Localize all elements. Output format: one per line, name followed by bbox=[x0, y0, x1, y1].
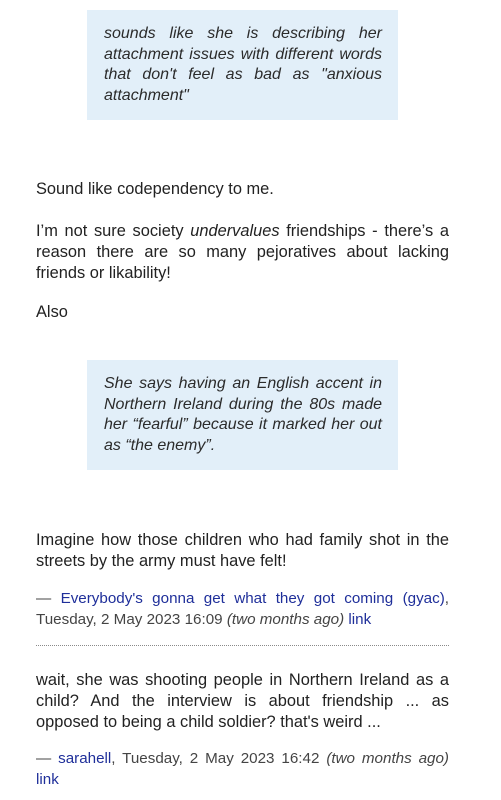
quoted-text-1 bbox=[87, 10, 398, 120]
comment-3-author-link[interactable]: sarahell bbox=[58, 750, 112, 767]
comment-2-paragraph-2-start: I’m not sure society bbox=[36, 222, 191, 240]
byline-dash: — bbox=[36, 590, 61, 607]
comment-3-permalink[interactable]: link bbox=[36, 771, 59, 788]
comment-2-date: Tuesday, 2 May 2023 16:09 bbox=[36, 611, 223, 628]
comment-2-author-link[interactable]: Everybody's gonna get what they got coming (gyac) bbox=[60, 590, 445, 607]
comment-2-paragraph-1: Sound like codependency to me. bbox=[36, 180, 274, 198]
comment-divider bbox=[36, 645, 449, 646]
comment-3-date: Tuesday, 2 May 2023 16:42 bbox=[122, 750, 320, 767]
comment-2-emphasis: undervalues bbox=[190, 222, 280, 240]
comment-2-paragraph-2-end: friendships - there’s a reason there are so many pejoratives about lacking friends or likability! bbox=[36, 222, 450, 282]
quote-2-text: She says having an English accent in Northern Ireland during the 80s made her “fearful” because it marked her out as “the enemy”. bbox=[104, 375, 382, 454]
comment-2-permalink[interactable]: link bbox=[348, 611, 372, 628]
comment-2-byline: — Everybody's gonna get what they got coming (gyac), Tuesday, 2 May 2023 16:09 (two months ago) link bbox=[36, 590, 449, 628]
comment-2-relative-time: (two months ago) bbox=[226, 611, 345, 628]
comment-2-paragraph-3: Also bbox=[36, 303, 68, 321]
quote-1-text: sounds like she is describing her attachment issues with different words that don't feel as bad as "anxious attachment" bbox=[104, 25, 382, 104]
quoted-text-2 bbox=[87, 360, 398, 470]
comment-3-byline: — sarahell, Tuesday, 2 May 2023 16:42 (two months ago) link bbox=[36, 750, 449, 788]
comment-3-relative-time: (two months ago) bbox=[326, 750, 449, 767]
byline-dash: — bbox=[36, 750, 59, 767]
comment-3-paragraph-1: wait, she was shooting people in Northern Ireland as a child? And the interview is about friendship ... as opposed to being a child soldier? that's weird ... bbox=[36, 671, 449, 731]
comment-2-paragraph-2 bbox=[36, 221, 449, 284]
comment-2-paragraph-4: Imagine how those children who had family shot in the streets by the army must have felt! bbox=[36, 531, 449, 570]
